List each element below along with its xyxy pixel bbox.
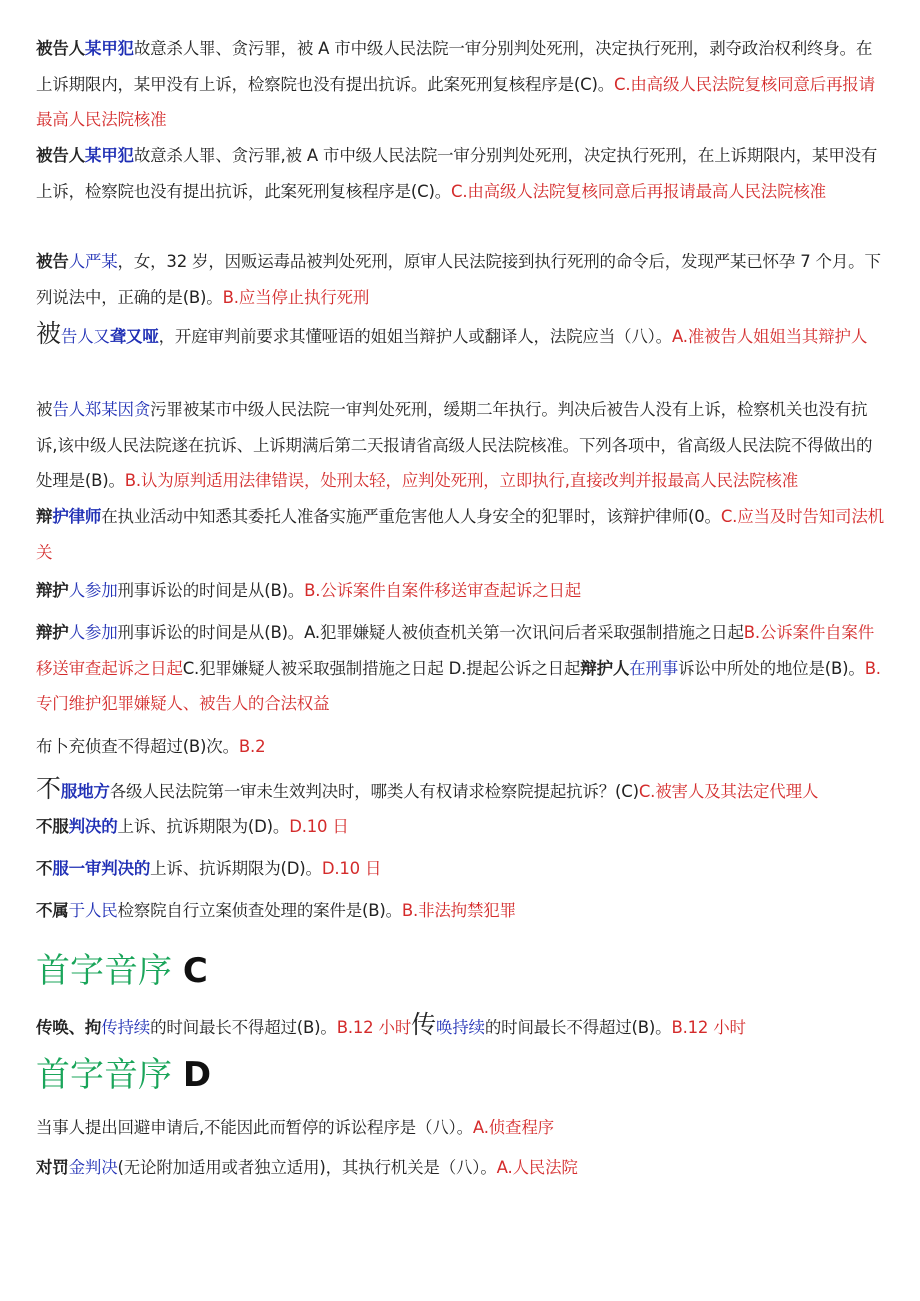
q13-lead: 不属 bbox=[36, 901, 69, 920]
q8-answer-2: B.专门维护犯罪嫌疑人、被告人的合法权益 bbox=[36, 658, 881, 713]
q8-highlight-2: 在刑事 bbox=[629, 658, 679, 678]
q7-lead: 辩护 bbox=[36, 581, 69, 600]
q14-lead-2: 传 bbox=[411, 1010, 436, 1039]
q1-answer: C.由高级人民法院复核同意后再报请最高人民法院核准 bbox=[36, 74, 875, 129]
section-heading-c bbox=[36, 948, 208, 994]
q4-highlight: 告人又 bbox=[60, 327, 110, 346]
question-q7 bbox=[36, 573, 888, 609]
q3-lead: 被告 bbox=[36, 252, 69, 271]
heading-c-title: 首字音序 bbox=[36, 951, 172, 991]
q3-highlight: 人严某 bbox=[68, 252, 118, 271]
question-q11 bbox=[36, 809, 888, 845]
q1-lead: 被告人 bbox=[36, 39, 85, 58]
question-q12 bbox=[36, 851, 888, 887]
question-q16 bbox=[36, 1150, 888, 1186]
q2-body: 故意杀人罪、贪污罪,被 A 市中级人民法院一审分别判处死刑，决定执行死刑，在上诉期限内，某甲没有上诉，检察院也没有提出抗诉，此案死刑复核程序是(C)。 bbox=[36, 146, 878, 201]
q3-body: ，女，32 岁，因贩运毒品被判处死刑，原审人民法院接到执行死刑的命令后，发现严某已怀孕 7 个月。下列说法中，正确的是(B)。 bbox=[36, 252, 881, 307]
q8-answer: B.公诉案件自案件移送审查起诉之日起 bbox=[36, 623, 875, 678]
heading-d-letter: D bbox=[182, 1055, 212, 1095]
q11-body: 上诉、抗诉期限为(D)。 bbox=[117, 817, 290, 836]
section-heading-d bbox=[36, 1052, 211, 1098]
q1-highlight: 某甲犯 bbox=[84, 39, 134, 58]
q11-lead: 不服 bbox=[36, 817, 69, 836]
q8-highlight: 人参加 bbox=[68, 623, 118, 642]
q3-answer: B.应当停止执行死刑 bbox=[222, 287, 370, 307]
q6-answer: C.应当及时告知司法机关 bbox=[36, 507, 884, 562]
q16-highlight: 金判决 bbox=[68, 1158, 118, 1177]
q4-answer: A.准被告人姐姐当其辩护人 bbox=[671, 327, 868, 346]
q5-lead: 被 bbox=[36, 400, 53, 419]
q15-answer: A.侦查程序 bbox=[472, 1118, 554, 1137]
q10-highlight: 服地方 bbox=[60, 782, 110, 801]
q9-answer: B.2 bbox=[238, 737, 266, 756]
q10-body: 各级人民法院第一审未生效判决时，哪类人有权请求检察院提起抗诉？(C) bbox=[109, 782, 639, 801]
q7-body: 刑事诉讼的时间是从(B)。 bbox=[117, 581, 305, 600]
q14-body: 的时间最长不得超过(B)。 bbox=[150, 1018, 337, 1037]
q14-lead: 传唤、拘 bbox=[36, 1018, 102, 1037]
question-q10 bbox=[36, 771, 888, 810]
q2-highlight: 某甲犯 bbox=[84, 146, 134, 165]
q13-highlight: 于人民 bbox=[68, 901, 118, 920]
q12-body: 上诉、抗诉期限为(D)。 bbox=[150, 859, 322, 878]
q10-answer: C.被害人及其法定代理人 bbox=[638, 782, 819, 801]
q13-answer: B.非法拘禁犯罪 bbox=[401, 901, 516, 920]
q13-body: 检察院自行立案侦查处理的案件是(B)。 bbox=[117, 901, 402, 920]
q6-body: 在执业活动中知悉其委托人准备实施严重危害他人人身安全的犯罪时，该辩护律师(0。 bbox=[101, 507, 721, 526]
heading-d-title: 首字音序 bbox=[36, 1055, 172, 1095]
question-q3 bbox=[36, 244, 888, 315]
question-q13 bbox=[36, 893, 888, 929]
q8-lead: 辩护 bbox=[36, 623, 69, 642]
q12-answer: D.10 日 bbox=[321, 859, 382, 878]
question-q15 bbox=[36, 1110, 888, 1146]
q12-lead: 不 bbox=[36, 859, 53, 878]
question-q4 bbox=[36, 316, 888, 355]
q10-lead: 不 bbox=[36, 774, 61, 803]
q6-highlight: 护律师 bbox=[52, 507, 102, 526]
q14-body-2: 的时间最长不得超过(B)。 bbox=[484, 1018, 672, 1037]
q4-body: ，开庭审判前要求其懂哑语的姐姐当辩护人或翻译人，法院应当（八）。 bbox=[158, 327, 672, 346]
q7-answer: B.公诉案件自案件移送审查起诉之日起 bbox=[304, 581, 582, 600]
q4-highlight-bold: 聋又哑 bbox=[109, 327, 159, 346]
q9-body: 布卜充侦查不得超过(B)次。 bbox=[36, 737, 239, 756]
q11-highlight: 判决的 bbox=[68, 817, 118, 836]
question-q6 bbox=[36, 499, 888, 570]
question-q8 bbox=[36, 615, 888, 722]
q1-body: 故意杀人罪、贪污罪，被 A 市中级人民法院一审分别判处死刑，决定执行死刑，剥夺政治权利终身。在上诉期限内，某甲没有上诉，检察院也没有提出抗诉。此案死刑复核程序是(C)。 bbox=[36, 39, 873, 94]
q16-lead: 对罚 bbox=[36, 1158, 69, 1177]
question-q9 bbox=[36, 729, 888, 765]
q5-answer: B.认为原判适用法律错误，处刑太轻，应判处死刑，立即执行,直接改判并报最高人民法院核准 bbox=[124, 471, 799, 490]
q6-lead: 辩 bbox=[36, 507, 53, 526]
q5-highlight: 告人郑某因贪 bbox=[52, 400, 151, 419]
question-q5 bbox=[36, 392, 888, 499]
q4-lead: 被 bbox=[36, 319, 61, 348]
q8-lead-2: 辩护人 bbox=[580, 658, 630, 678]
question-q14 bbox=[36, 1007, 888, 1046]
question-q2 bbox=[36, 138, 888, 209]
q16-answer: A.人民法院 bbox=[496, 1158, 578, 1177]
q12-highlight: 服一审判决的 bbox=[52, 859, 151, 878]
q11-answer: D.10 日 bbox=[289, 817, 349, 836]
q15-body: 当事人提出回避申请后,不能因此而暂停的诉讼程序是（八）。 bbox=[36, 1118, 473, 1137]
q8-options: C.犯罪嫌疑人被采取强制措施之日起 D.提起公诉之日起 bbox=[182, 658, 581, 678]
q8-body-2: 诉讼中所处的地位是(B)。 bbox=[678, 658, 865, 678]
q2-answer: C.由高级人法院复核同意后再报请最高人民法院核准 bbox=[451, 181, 826, 201]
heading-c-letter: C bbox=[182, 951, 208, 991]
question-q1 bbox=[36, 31, 888, 138]
q8-body: 刑事诉讼的时间是从(B)。A.犯罪嫌疑人被侦查机关第一次讯问后者采取强制措施之日起 bbox=[117, 623, 744, 642]
q16-body: (无论附加适用或者独立适用)，其执行机关是（八）。 bbox=[117, 1158, 497, 1177]
q14-highlight: 传持续 bbox=[101, 1018, 151, 1037]
q14-highlight-2: 唤持续 bbox=[435, 1018, 485, 1037]
q14-answer-2: B.12 小时 bbox=[671, 1018, 746, 1037]
q14-answer: B.12 小时 bbox=[336, 1018, 412, 1037]
q7-highlight: 人参加 bbox=[68, 581, 118, 600]
q5-body: 污罪被某市中级人民法院一审判处死刑，缓期二年执行。判决后被告人没有上诉，检察机关也没有抗诉,该中级人民法院遂在抗诉、上诉期满后第二天报请省高级人民法院核准。下列各项中，省高级人民法院不得做出的处理是(B)。 bbox=[36, 400, 873, 490]
q2-lead: 被告人 bbox=[36, 146, 85, 165]
